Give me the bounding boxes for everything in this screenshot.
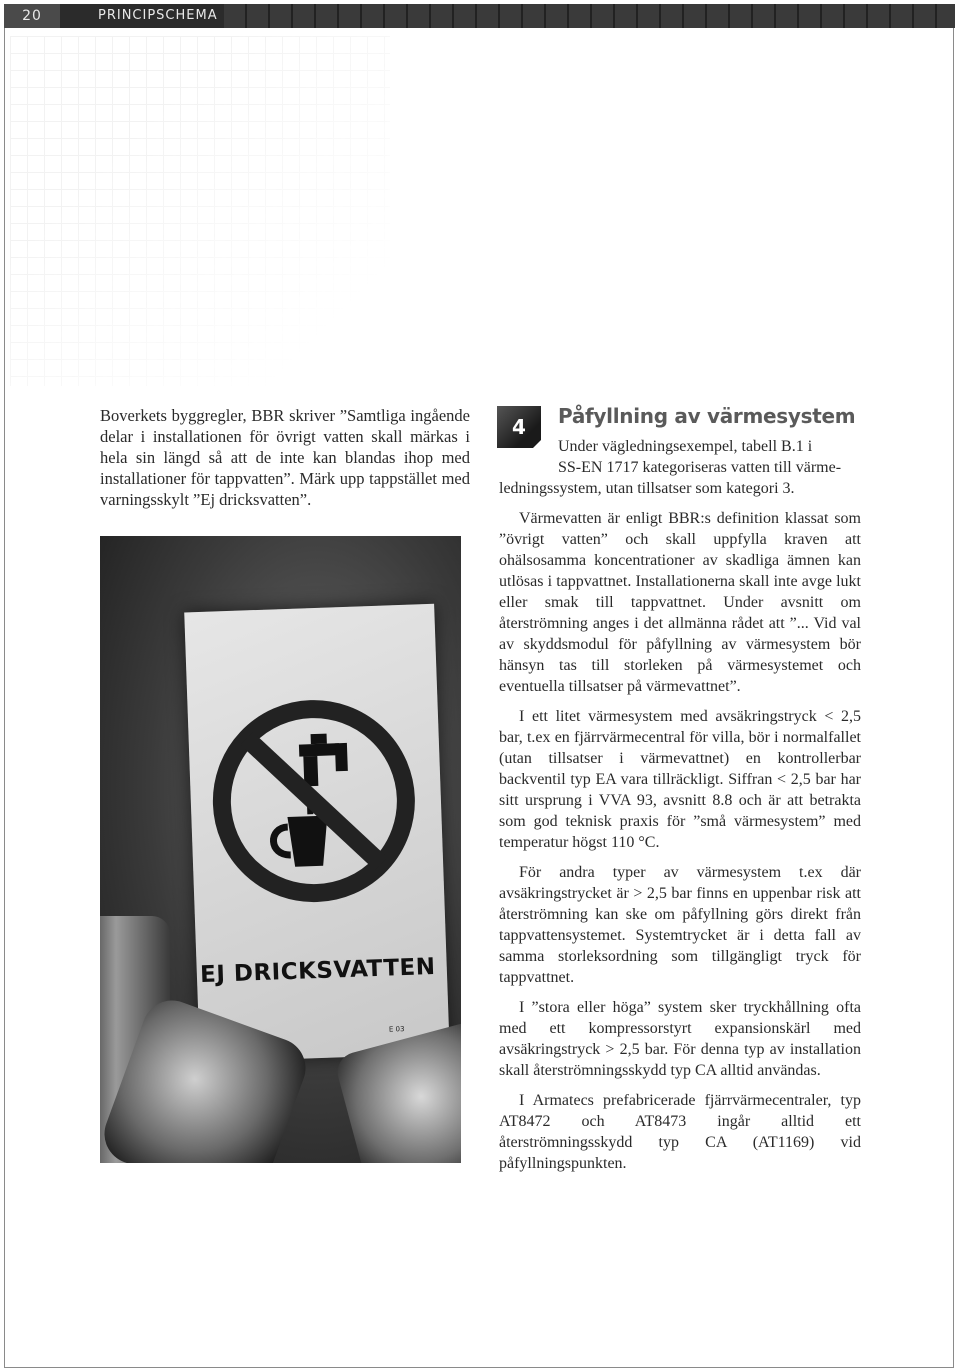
- caption-text: Boverkets byggregler, BBR skriver ”Samtliga ingående delar i installationen för övrigt vatten skall märkas i hela sin längd så att de inte kan blandas ihop med installationer för tappvatten”. Märk upp tappstället med varningsskylt ”Ej dricksvatten”.: [100, 406, 470, 509]
- intro-line-1: Under vägledningsexempel, tabell B.1 i: [558, 438, 813, 455]
- section-label: PRINCIPSCHEMA: [98, 8, 218, 23]
- page-number: 20: [4, 4, 60, 28]
- sign-photo: [100, 536, 461, 1163]
- warning-sign: [184, 604, 450, 1062]
- intro-paragraph: [499, 436, 861, 499]
- no-drinking-water-icon: [205, 692, 422, 909]
- intro-line-3: ledningssystem, utan tillsatser som kategori 3.: [499, 480, 795, 497]
- body-paragraph: För andra typer av värmesystem t.ex där avsäkringstrycket är > 2,5 bar finns en uppenbar risk att återströmning kan ske om påfyllning görs direkt från tappvattensystemet. Systemtrycket är i detta fall av samma storleksordning som tillgängligt tryck för tappvattnet.: [499, 864, 861, 986]
- photo-caption: [100, 405, 470, 510]
- header-pattern: [224, 4, 955, 28]
- section-body: [499, 436, 861, 1183]
- body-paragraph: I ett litet värmesystem med avsäkringstryck < 2,5 bar, t.ex en fjärrvärmecentral för villa, bör i normalfallet (utan tillsatser i värmevattnet) en kontrollerbar backventil typ EA vara tillräckligt. Siffran < 2,5 bar har sitt ursprung i VVA 93, avsnitt 8.8 och är att betrakta som god teknisk praxis för ”små värmesystem” med temperatur högst 110 °C.: [499, 708, 861, 851]
- sign-footnote-right: E 03: [388, 1025, 405, 1034]
- section-heading: Påfyllning av värmesystem: [558, 404, 856, 428]
- intro-line-2: SS-EN 1717 kategoriseras vatten till värme-: [558, 459, 842, 476]
- body-paragraph: I ”stora eller höga” system sker tryckhållning ofta med ett kompressorstyrt expansionskärl med avsäkringstryck > 2,5 bar. För denna typ av installation skall återströmningsskydd typ CA alltid användas.: [499, 999, 861, 1079]
- body-paragraph: I Armatecs prefabricerade fjärrvärmecentraler, typ AT8472 och AT8473 ingår alltid ett återströmningsskydd typ CA (AT1169) vid påfyllningspunkten.: [499, 1092, 861, 1172]
- grid-decoration: [10, 36, 390, 386]
- body-paragraph: Värmevatten är enligt BBR:s definition klassat som ”övrigt vatten” och skall uppfylla kraven att ohälsosamma koncentrationer av skadliga ämnen kan utlösas i tappvattnet. Installationerna skall inte avge lukt eller smak till tappvattnet. Under avsnitt om återströmning anges i det allmänna rådet att ”... Vid val av skyddsmodul för påfyllning av värmesystem bör hänsyn tas till storleken på värmesystemet och eventuella tillsatser på värmevattnet”.: [499, 510, 861, 695]
- sign-text: EJ DRICKSVATTEN: [199, 953, 436, 989]
- section-number-badge: 4: [497, 406, 541, 448]
